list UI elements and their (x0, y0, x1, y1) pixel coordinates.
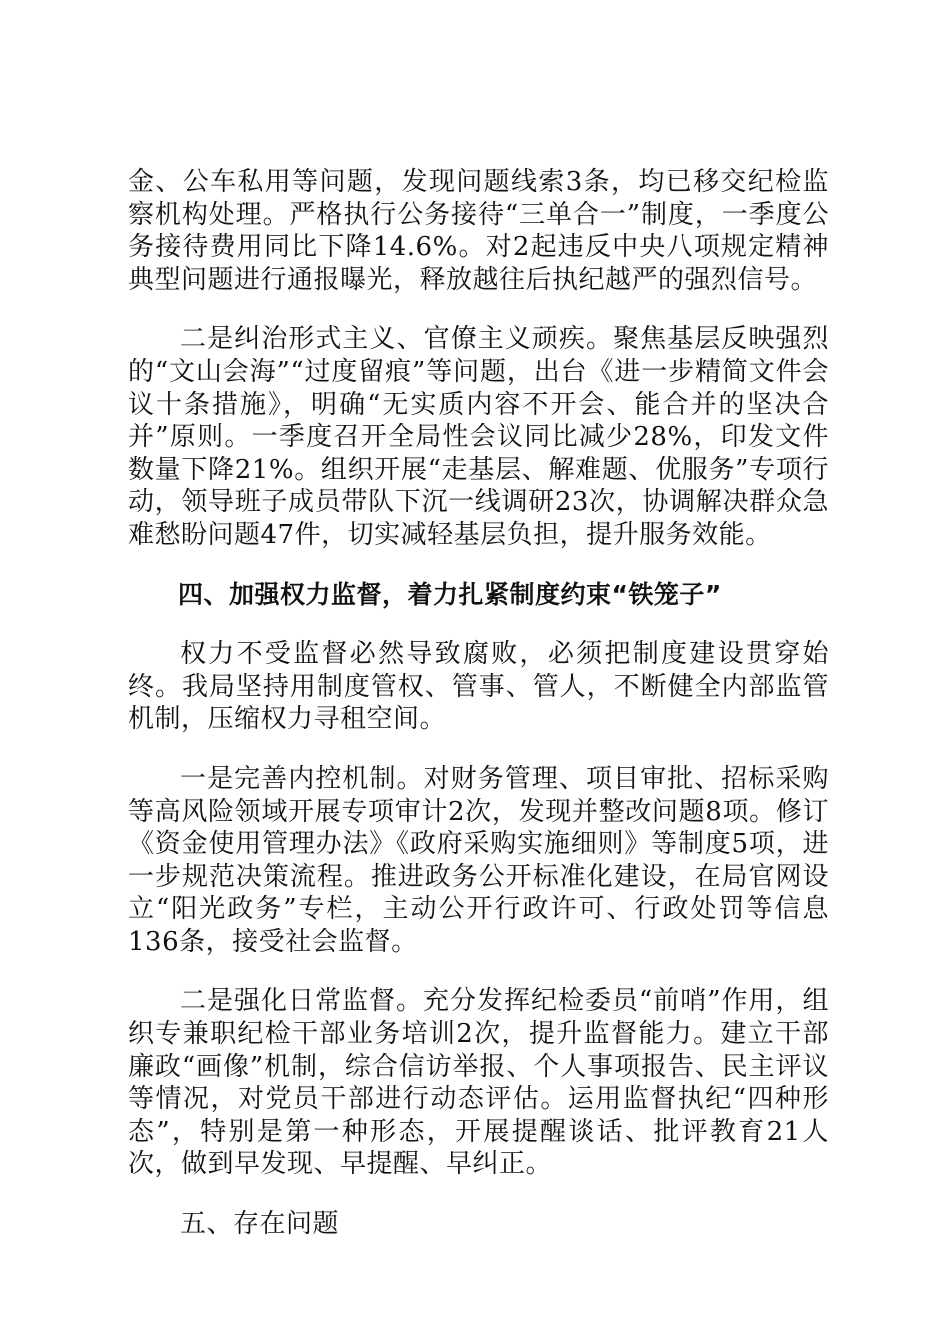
paragraph-daily-supervision: 二是强化日常监督。充分发挥纪检委员“前哨”作用，组织专兼职纪检干部业务培训2次，提升监督能力。建立干部廉政“画像”机制，综合信访举报、个人事项报告、民主评议等情况，对党员干部进行动态评估。运用监督执纪“四种形态”，特别是第一种形态，开展提醒谈话、批评教育21人次，做到早发现、早提醒、早纠正。 (128, 986, 829, 1180)
section-heading-four: 四、加强权力监督，着力扎紧制度约束“铁笼子” (178, 579, 722, 609)
document-page (128, 166, 829, 1241)
paragraph-formalism: 二是纠治形式主义、官僚主义顽疾。聚焦基层反映强烈的“文山会海”“过度留痕”等问题，出台《进一步精简文件会议十条措施》，明确“无实质内容不开会、能合并的坚决合并”原则。一季度召开全局性会议同比减少28%，印发文件数量下降21%。组织开展“走基层、解难题、优服务”专项行动，领导班子成员带队下沉一线调研23次，协调解决群众急难愁盼问题47件，切实减轻基层负担，提升服务效能。 (128, 324, 829, 550)
paragraph-internal-control: 一是完善内控机制。对财务管理、项目审批、招标采购等高风险领域开展专项审计2次，发现并整改问题8项。修订《资金使用管理办法》《政府采购实施细则》等制度5项，进一步规范决策流程。推进政务公开标准化建设，在局官网设立“阳光政务”专栏，主动公开行政许可、行政处罚等信息136条，接受社会监督。 (128, 763, 829, 957)
paragraph-continued: 金、公车私用等问题，发现问题线索3条，均已移交纪检监察机构处理。严格执行公务接待“三单合一”制度，一季度公务接待费用同比下降14.6%。对2起违反中央八项规定精神典型问题进行通报曝光，释放越往后执纪越严的强烈信号。 (128, 167, 829, 295)
paragraph-section-intro: 权力不受监督必然导致腐败，必须把制度建设贯穿始终。我局坚持用制度管权、管事、管人，不断健全内部监管机制，压缩权力寻租空间。 (128, 639, 829, 735)
section-heading-five: 五、存在问题 (180, 1209, 340, 1240)
